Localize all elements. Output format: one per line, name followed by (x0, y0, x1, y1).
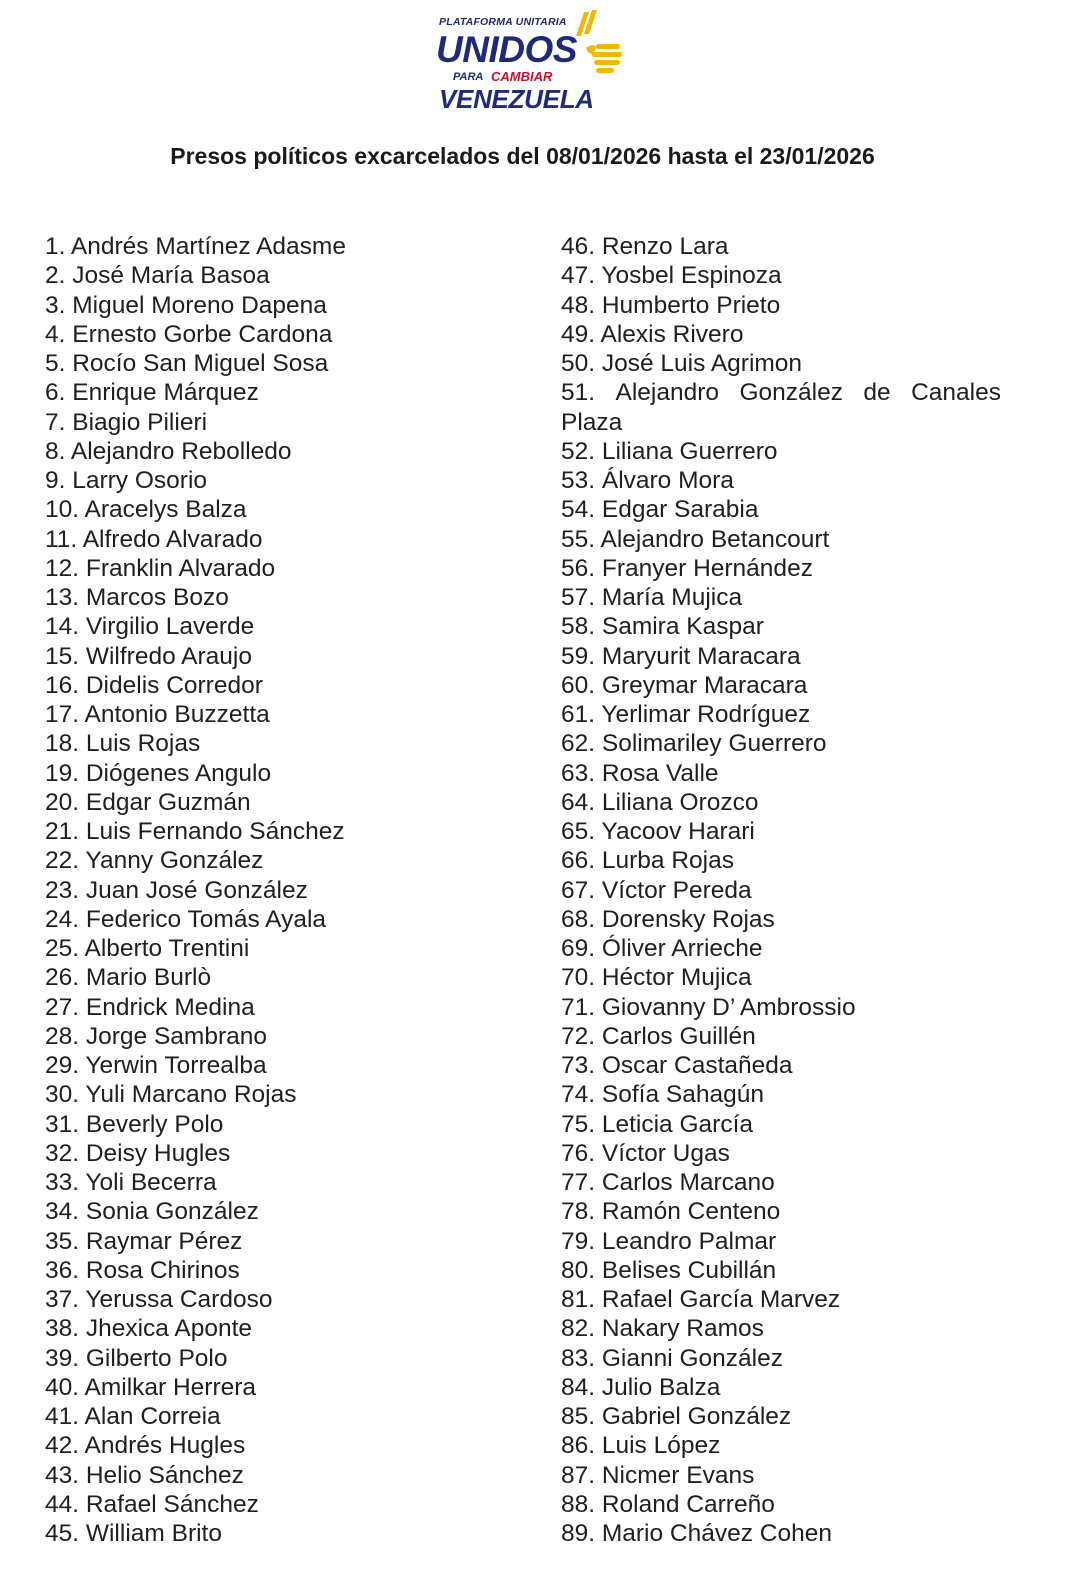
list-item: 68. Dorensky Rojas (561, 905, 775, 933)
list-item: 16. Didelis Corredor (45, 671, 263, 699)
logo-unidos-text: UNIDOS (436, 29, 577, 70)
list-item: 42. Andrés Hugles (45, 1432, 246, 1460)
list-item: 9. Larry Osorio (45, 467, 208, 494)
list-item: 53. Álvaro Mora (561, 467, 734, 494)
list-item: 62. Solimariley Guerrero (561, 730, 827, 758)
list-item: 40. Amilkar Herrera (45, 1373, 257, 1401)
list-item: 48. Humberto Prieto (561, 291, 781, 319)
list-item: 10. Aracelys Balza (45, 496, 247, 524)
list-item: 67. Víctor Pereda (561, 876, 752, 904)
list-item: 70. Héctor Mujica (561, 964, 752, 992)
list-item: 44. Rafael Sánchez (45, 1490, 259, 1518)
list-item: 84. Julio Balza (561, 1373, 721, 1401)
list-item-line: 51. Alejandro González de Canales (561, 379, 1001, 407)
list-item: 43. Helio Sánchez (45, 1461, 244, 1489)
list-item: 27. Endrick Medina (45, 993, 255, 1021)
list-item: 17. Antonio Buzzetta (45, 701, 270, 728)
list-item: 47. Yosbel Espinoza (561, 262, 782, 290)
list-item: 24. Federico Tomás Ayala (45, 905, 327, 933)
list-item-line: Plaza (561, 408, 623, 436)
list-item: 54. Edgar Sarabia (561, 496, 759, 524)
list-item: 30. Yuli Marcano Rojas (45, 1081, 297, 1109)
list-item: 82. Nakary Ramos (561, 1315, 764, 1343)
list-item: 38. Jhexica Aponte (45, 1315, 253, 1343)
list-item (561, 378, 1001, 437)
list-item: 3. Miguel Moreno Dapena (45, 291, 327, 319)
list-item: 50. José Luis Agrimon (561, 350, 803, 377)
list-item: 12. Franklin Alvarado (45, 554, 276, 582)
list-item: 15. Wilfredo Araujo (45, 642, 252, 670)
list-item: 20. Edgar Guzmán (45, 788, 251, 816)
list-item: 32. Deisy Hugles (45, 1139, 231, 1167)
list-item: 13. Marcos Bozo (45, 584, 229, 611)
page-title: Presos políticos excarcelados del 08/01/2026 hasta el 23/01/2026 (170, 143, 875, 169)
list-item: 28. Jorge Sambrano (45, 1022, 267, 1050)
prisoner-list-right (561, 232, 1001, 1548)
list-item: 75. Leticia García (561, 1110, 754, 1138)
list-item: 18. Luis Rojas (45, 730, 201, 758)
list-item: 34. Sonia González (45, 1198, 259, 1226)
list-item: 60. Greymar Maracara (561, 671, 808, 699)
list-item: 35. Raymar Pérez (45, 1227, 243, 1255)
list-item: 58. Samira Kaspar (561, 613, 764, 641)
list-item: 59. Maryurit Maracara (561, 642, 801, 670)
list-item: 7. Biagio Pilieri (45, 408, 208, 436)
list-item: 79. Leandro Palmar (561, 1227, 777, 1255)
ballot-hand-icon (576, 8, 628, 86)
list-item: 45. William Brito (45, 1520, 222, 1547)
logo-cambiar-text: CAMBIAR (491, 69, 553, 84)
list-item: 74. Sofía Sahagún (561, 1081, 764, 1109)
list-item: 78. Ramón Centeno (561, 1198, 781, 1226)
logo-para-text: PARA (453, 71, 484, 83)
list-item: 86. Luis López (561, 1432, 721, 1460)
list-item: 52. Liliana Guerrero (561, 437, 778, 465)
list-item: 4. Ernesto Gorbe Cardona (45, 320, 333, 348)
list-item: 88. Roland Carreño (561, 1490, 775, 1518)
list-item: 81. Rafael García Marvez (561, 1286, 841, 1313)
list-item: 25. Alberto Trentini (45, 935, 250, 962)
logo-venezuela-text: VENEZUELA (439, 84, 594, 114)
list-item: 23. Juan José González (45, 876, 308, 904)
list-item: 29. Yerwin Torrealba (45, 1052, 267, 1079)
list-item: 83. Gianni González (561, 1344, 783, 1372)
list-item: 76. Víctor Ugas (561, 1139, 730, 1167)
prisoner-list-left (45, 232, 515, 1548)
list-item: 22. Yanny González (45, 847, 264, 875)
list-item: 56. Franyer Hernández (561, 554, 813, 582)
list-item: 73. Oscar Castañeda (561, 1052, 793, 1079)
list-item: 87. Nicmer Evans (561, 1461, 755, 1489)
list-item: 55. Alejandro Betancourt (561, 525, 830, 553)
list-item: 85. Gabriel González (561, 1403, 792, 1430)
list-item: 11. Alfredo Alvarado (45, 525, 263, 553)
list-item: 46. Renzo Lara (561, 233, 729, 260)
unidos-logo (436, 8, 636, 112)
list-item: 26. Mario Burlò (45, 964, 212, 992)
list-item: 8. Alejandro Rebolledo (45, 437, 292, 465)
list-item: 63. Rosa Valle (561, 759, 719, 787)
logo-plataforma-text: PLATAFORMA UNITARIA (439, 16, 567, 28)
list-item: 41. Alan Correia (45, 1403, 221, 1430)
list-item: 69. Óliver Arrieche (561, 935, 763, 962)
list-item: 77. Carlos Marcano (561, 1169, 775, 1196)
list-item: 71. Giovanny D’ Ambrossio (561, 993, 856, 1021)
list-item: 37. Yerussa Cardoso (45, 1286, 273, 1313)
list-item: 89. Mario Chávez Cohen (561, 1520, 833, 1547)
list-item: 2. José María Basoa (45, 262, 270, 290)
list-item: 57. María Mujica (561, 584, 743, 611)
list-item: 31. Beverly Polo (45, 1110, 224, 1138)
list-item: 1. Andrés Martínez Adasme (45, 233, 346, 260)
list-item: 19. Diógenes Angulo (45, 759, 272, 787)
list-item: 64. Liliana Orozco (561, 788, 759, 816)
list-item: 39. Gilberto Polo (45, 1344, 228, 1372)
list-item: 61. Yerlimar Rodríguez (561, 701, 811, 728)
list-item: 49. Alexis Rivero (561, 320, 744, 348)
list-item: 21. Luis Fernando Sánchez (45, 818, 345, 845)
list-item: 5. Rocío San Miguel Sosa (45, 350, 329, 377)
list-item: 72. Carlos Guillén (561, 1022, 756, 1050)
list-item: 66. Lurba Rojas (561, 847, 734, 875)
list-item: 80. Belises Cubillán (561, 1256, 777, 1284)
list-item: 33. Yoli Becerra (45, 1169, 217, 1196)
list-item: 65. Yacoov Harari (561, 818, 755, 845)
list-item: 14. Virgilio Laverde (45, 613, 255, 641)
list-item: 6. Enrique Márquez (45, 379, 259, 407)
list-item: 36. Rosa Chirinos (45, 1256, 240, 1284)
